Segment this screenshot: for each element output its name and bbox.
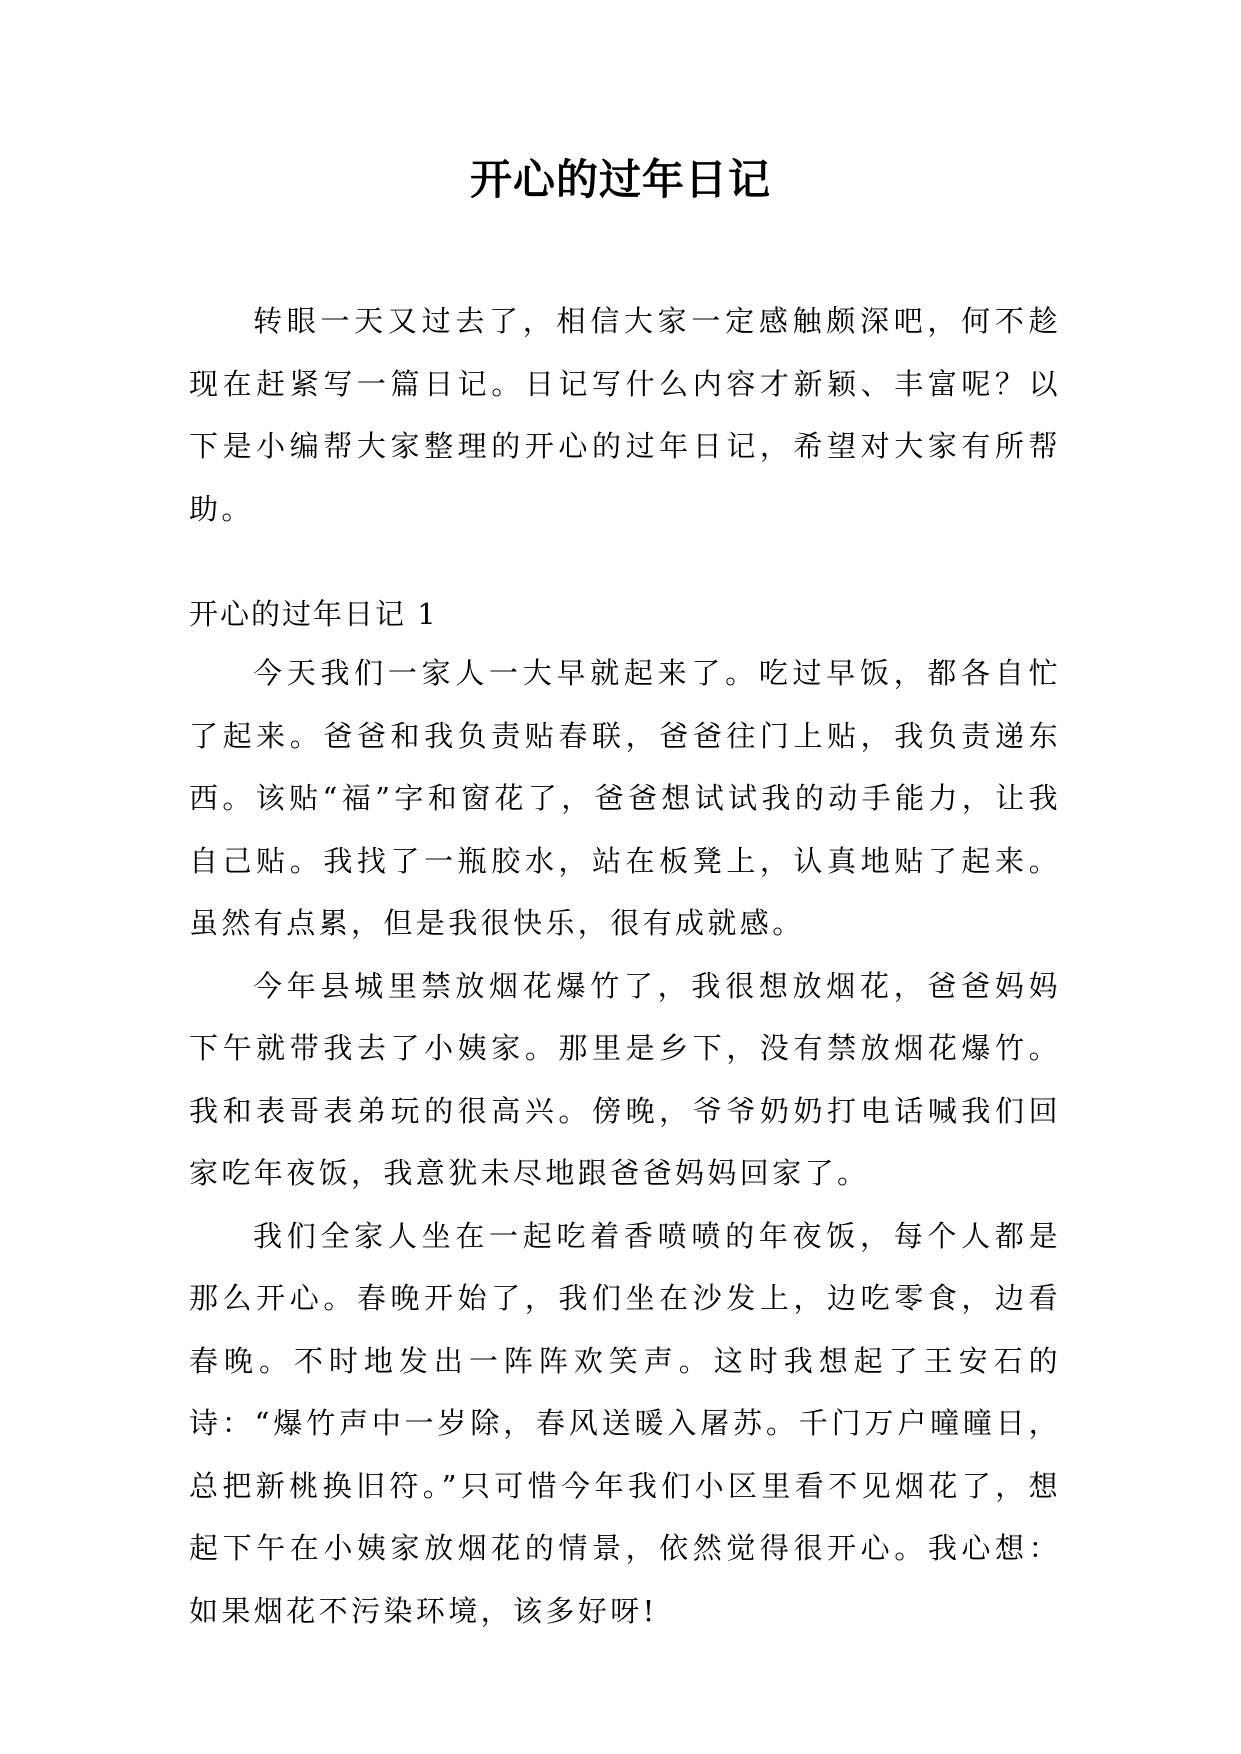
intro-block [189, 290, 1061, 540]
diary-paragraph: 今天我们一家人一大早就起来了。吃过早饭，都各自忙了起来。爸爸和我负责贴春联，爸爸往门上贴，我负责递东西。该贴“福”字和窗花了，爸爸想试试我的动手能力，让我自己贴。我找了一瓶胶水，站在板凳上，认真地贴了起来。虽然有点累，但是我很快乐，很有成就感。 [189, 656, 1061, 940]
intro-paragraph: 转眼一天又过去了，相信大家一定感触颇深吧，何不趁现在赶紧写一篇日记。日记写什么内容才新颖、丰富呢？以下是小编帮大家整理的开心的过年日记，希望对大家有所帮助。 [189, 304, 1061, 526]
diary-paragraph: 我们全家人坐在一起吃着香喷喷的年夜饭，每个人都是那么开心。春晚开始了，我们坐在沙发上，边吃零食，边看春晚。不时地发出一阵阵欢笑声。这时我想起了王安石的诗：“爆竹声中一岁除，春风送暖入屠苏。千门万户曈曈日，总把新桃换旧符。”只可惜今年我们小区里看不见烟花了，想起下午在小姨家放烟花的情景，依然觉得很开心。我心想：如果烟花不污染环境，该多好呀! [189, 1218, 1061, 1628]
section-heading: 开心的过年日记 1 [189, 597, 438, 631]
document-title: 开心的过年日记 [469, 155, 771, 204]
diary-section [189, 586, 1061, 1642]
diary-paragraph: 今年县城里禁放烟花爆竹了，我很想放烟花，爸爸妈妈下午就带我去了小姨家。那里是乡下，没有禁放烟花爆竹。我和表哥表弟玩的很高兴。傍晚，爷爷奶奶打电话喊我们回家吃年夜饭，我意犹未尽地跟爸爸妈妈回家了。 [189, 968, 1061, 1190]
